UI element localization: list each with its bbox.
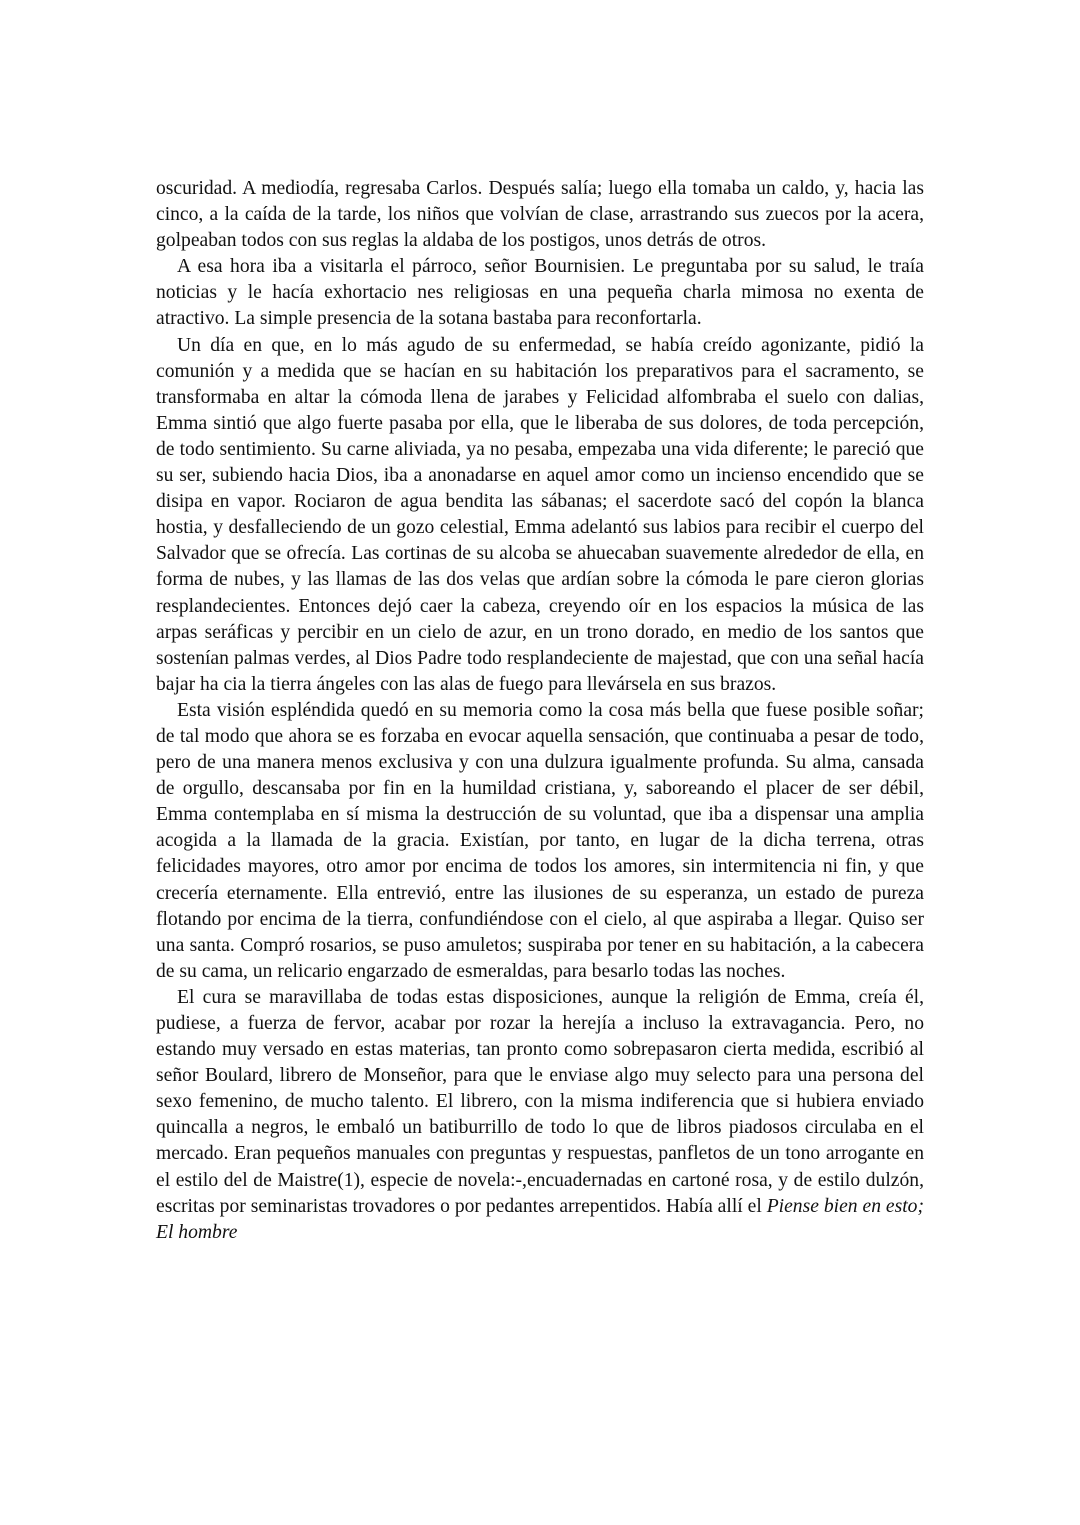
paragraph-text-run: El cura se maravillaba de todas estas disposiciones, aunque la religión de Emma, creía él, pudiese, a fuerza de fervor, acabar por rozar la herejía a incluso la extravagancia. Pero, no estando muy versado en estas materias, tan pronto como sobrepasaron cierta medida, escribió al señor Boulard, librero de Monseñor, para que le enviase algo muy selecto para una persona del sexo femenino, de mucho talento. El librero, con la misma indiferencia que si hubiera enviado quincalla a negros, le embaló un batiburrillo de todo lo que de libros piadosos circulaba en el mercado. Eran pequeños manuales con preguntas y respuestas, panfletos de un tono arrogante en el estilo del de Maistre(1), especie de novela:-,encuadernadas en cartoné rosa, y de estilo dulzón, escritas por seminaristas trovadores o por pedantes arrepentidos. Había allí el bbox=[156, 986, 924, 1217]
paragraph-3: Un día en que, en lo más agudo de su enfermedad, se había creído agonizante, pidió la comunión y a medida que se hacían en su habitación los preparativos para el sacramento, se transformaba en altar la cómoda llena de jarabes y Felicidad alfombraba el suelo con dalias, Emma sintió que algo fuerte pasaba por ella, que le liberaba de sus dolores, de toda percepción, de todo sentimiento. Su carne aliviada, ya no pesaba, empezaba una vida diferente; le pareció que su ser, subiendo hacia Dios, iba a anonadarse en aquel amor como un incienso encendido que se disipa en vapor. Rociaron de agua bendita las sábanas; el sacerdote sacó del copón la blanca hostia, y desfalleciendo de un gozo celestial, Emma adelantó sus labios para recibir el cuerpo del Salvador que se ofrecía. Las cortinas de su alcoba se ahuecaban suavemente alrededor de ella, en forma de nubes, y las llamas de las dos velas que ardían sobre la cómoda le pare cieron glorias resplandecientes. Entonces dejó caer la cabeza, creyendo oír en los espacios la música de las arpas seráficas y percibir en un cielo de azur, en un trono dorado, en medio de los santos que sostenían palmas verdes, al Dios Padre todo resplandeciente de majestad, que con una señal hacía bajar ha cia la tierra ángeles con las alas de fuego para llevársela en sus brazos. bbox=[156, 334, 924, 695]
paragraph-5 bbox=[156, 985, 924, 1246]
book-title-italic: Piense bien en esto; bbox=[766, 1195, 925, 1217]
paragraph-4: Esta visión espléndida quedó en su memoria como la cosa más bella que fuese posible soñar; de tal modo que ahora se es forzaba en evocar aquella sensación, que continuaba a pesar de todo, pero de una manera menos exclusiva y con una dulzura igualmente profunda. Su alma, cansada de orgullo, descansaba por fin en la humildad cristiana, y, saboreando el placer de ser débil, Emma contemplaba en sí misma la destrucción de su voluntad, que iba a dispensar una amplia acogida a la llamada de la gracia. Existían, por tanto, en lugar de la dicha terrena, otras felicidades mayores, otro amor por encima de todos los amores, sin intermitencia ni fin, y que crecería eternamente. Ella entrevió, entre las ilusiones de su esperanza, un estado de pureza flotando por encima de la tierra, confundiéndose con el cielo, al que aspiraba a llegar. Quiso ser una santa. Compró rosarios, se puso amuletos; suspiraba por tener en su habitación, a la cabecera de su cama, un relicario engarzado de esmeraldas, para besarlo todas las noches. bbox=[156, 699, 924, 982]
page-text-body bbox=[156, 176, 924, 1246]
paragraph-2: A esa hora iba a visitarla el párroco, señor Bournisien. Le preguntaba por su salud, le traía noticias y le hacía exhortacio nes religiosas en una pequeña charla mimosa no exenta de atractivo. La simple presencia de la sotana bastaba para reconfortarla. bbox=[156, 256, 924, 330]
book-title-italic: El hombre bbox=[156, 1221, 238, 1243]
paragraph-1: oscuridad. A mediodía, regresaba Carlos. Después salía; luego ella tomaba un caldo, y, hacia las cinco, a la caída de la tarde, los niños que volvían de clase, arrastrando sus zuecos por la acera, golpeaban todos con sus reglas la aldaba de los postigos, unos detrás de otros. bbox=[156, 178, 924, 252]
